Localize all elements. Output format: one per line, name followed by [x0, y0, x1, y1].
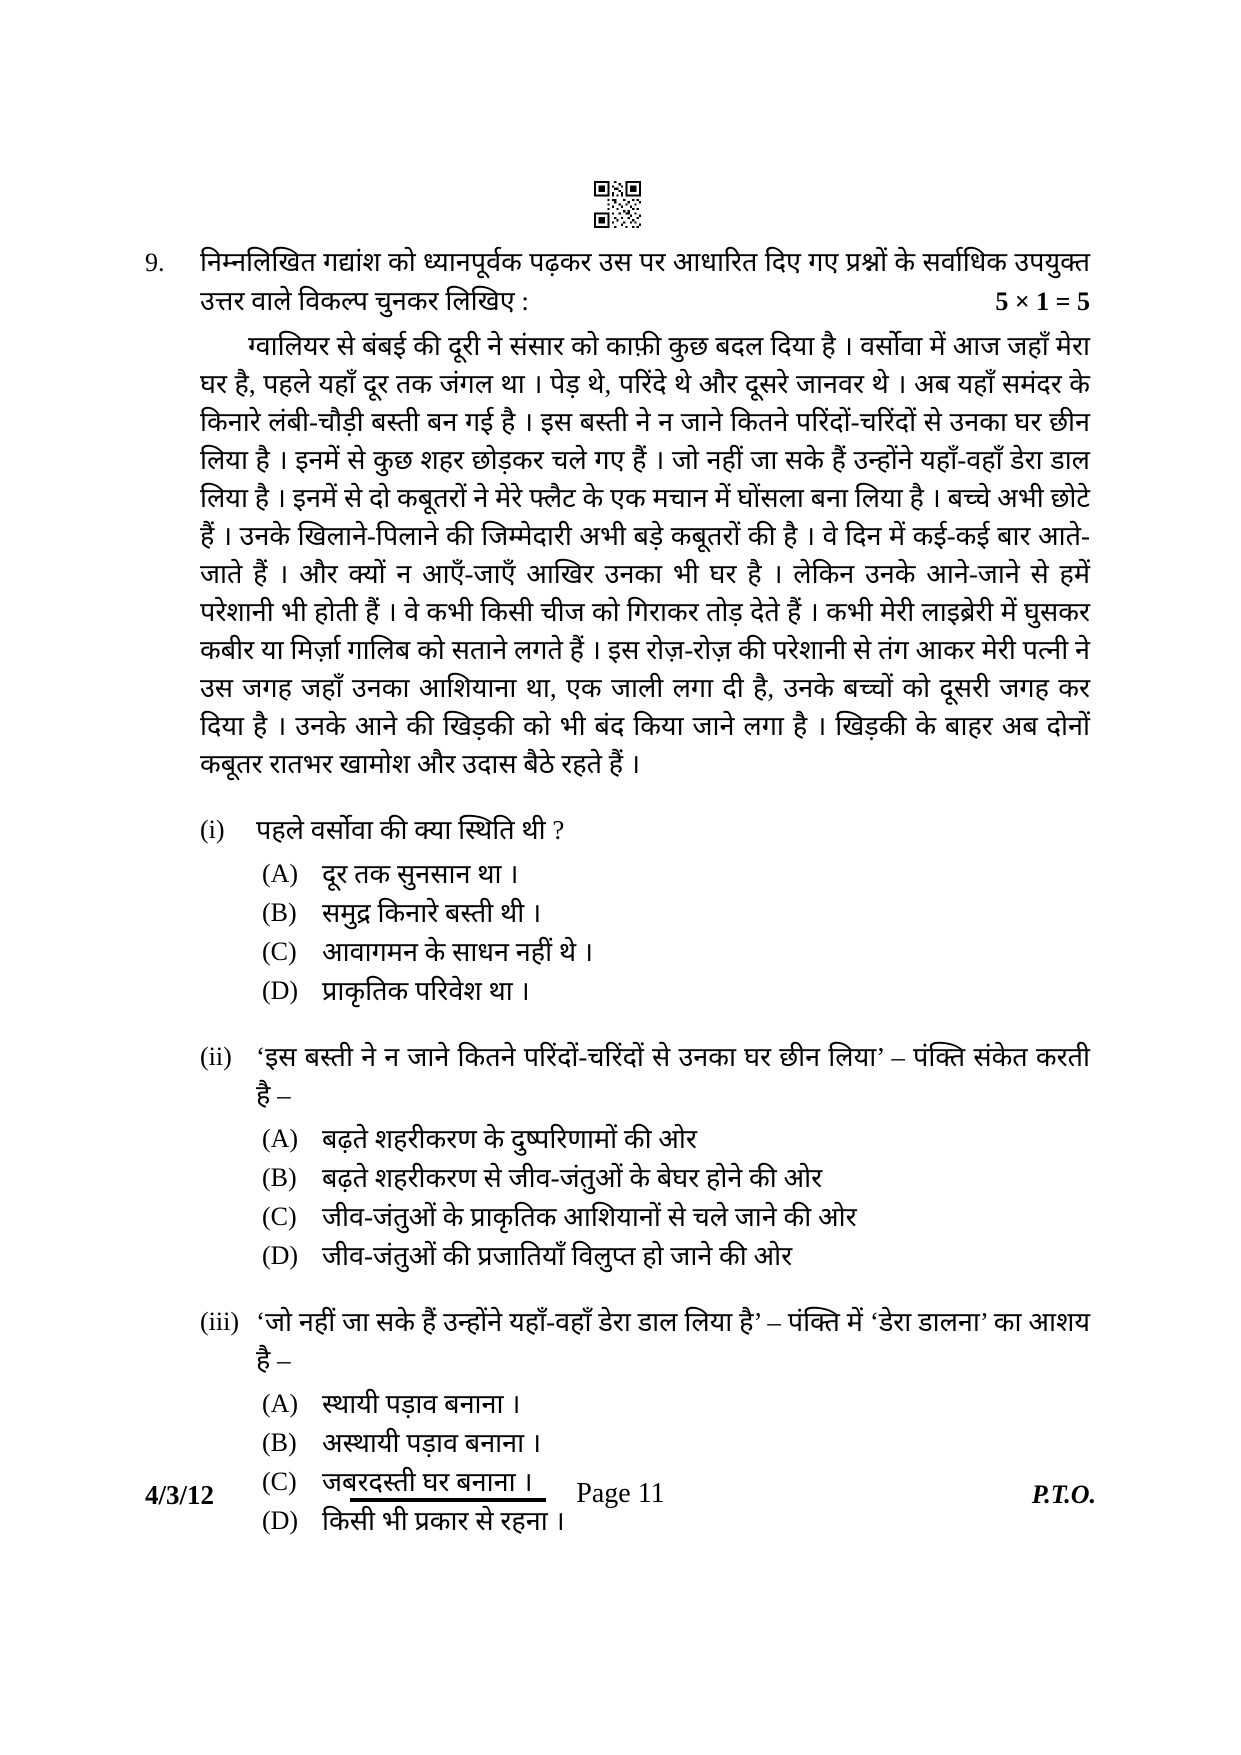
option-row — [262, 855, 1090, 893]
passage-text: ग्वालियर से बंबई की दूरी ने संसार को काफ़ी कुछ बदल दिया है । वर्सोवा में आज जहाँ मेरा घर है, पहले यहाँ दूर तक जंगल था । पेड़ थे, परिंदे थे और दूसरे जानवर थे । अब यहाँ समंदर के किनारे लंबी-चौड़ी बस्ती बन गई है । इस बस्ती ने न जाने कितने परिंदों-चरिंदों से उनका घर छीन लिया है । इनमें से कुछ शहर छोड़कर चले गए हैं । जो नहीं जा सके हैं उन्होंने यहाँ-वहाँ डेरा डाल लिया है । इनमें से दो कबूतरों ने मेरे फ्लैट के एक मचान में घोंसला बना लिया है । बच्चे अभी छोटे हैं । उनके खिलाने-पिलाने की जिम्मेदारी अभी बड़े कबूतरों की है । वे दिन में कई-कई बार आते-जाते हैं । और क्यों न आएँ-जाएँ आखिर उनका भी घर है । लेकिन उनके आने-जाने से हमें परेशानी भी होती हैं । वे कभी किसी चीज को गिराकर तोड़ देते हैं । कभी मेरी लाइब्रेरी में घुसकर कबीर या मिर्ज़ा गालिब को सताने लगते हैं । इस रोज़-रोज़ की परेशानी से तंग आकर मेरी पत्नी ने उस जगह जहाँ उनका आशियाना था, एक जाली लगा दी है, उनके बच्चों को दूसरी जगह कर दिया है । उनके आने की खिड़की को भी बंद किया जाने लगा है । खिड़की के बाहर अब दोनों कबूतर रातभर खामोश और उदास बैठे रहते हैं । — [200, 331, 1090, 779]
question-9-block — [145, 243, 1090, 1540]
option-row — [262, 1120, 1090, 1158]
option-text: जबरदस्ती घर बनाना । — [322, 1467, 533, 1497]
option-label: (D) — [262, 1506, 299, 1535]
option-text: किसी भी प्रकार से रहना । — [322, 1506, 565, 1536]
sub-question-number: (i) — [200, 815, 225, 844]
option-text: जीव-जंतुओं की प्रजातियाँ विलुप्त हो जाने की ओर — [322, 1241, 793, 1271]
sub-question-ii — [200, 1038, 1090, 1275]
option-row — [262, 933, 1090, 971]
option-text: अस्थायी पड़ाव बनाना । — [322, 1428, 542, 1458]
marks-value: 5 × 1 = 5 — [985, 284, 1090, 320]
sub-question-i — [200, 811, 1090, 1010]
option-text: स्थायी पड़ाव बनाना । — [322, 1389, 521, 1419]
option-text: आवागमन के साधन नहीं थे । — [322, 937, 594, 967]
option-row — [262, 1424, 1090, 1462]
option-text: बढ़ते शहरीकरण के दुष्परिणामों की ओर — [322, 1124, 697, 1154]
option-label: (B) — [262, 898, 297, 927]
option-label: (D) — [262, 1241, 299, 1270]
option-text: प्राकृतिक परिवेश था । — [322, 976, 530, 1006]
option-row — [262, 1159, 1090, 1197]
question-number: 9. — [145, 248, 165, 277]
sub-question-text: पहले वर्सोवा की क्या स्थिति थी ? — [256, 815, 565, 845]
option-row — [262, 894, 1090, 932]
option-label: (B) — [262, 1163, 297, 1192]
option-label: (A) — [262, 859, 299, 888]
pto-label: P.T.O. — [1031, 1480, 1096, 1509]
option-row — [262, 1385, 1090, 1423]
option-row — [262, 1198, 1090, 1236]
page-number: Page 11 — [576, 1478, 665, 1509]
option-label: (A) — [262, 1124, 299, 1153]
question-instruction: निम्नलिखित गद्यांश को ध्यानपूर्वक पढ़कर उस पर आधारित दिए गए प्रश्नों के सर्वाधिक उपयुक्त उत्तर वाले विकल्प चुनकर लिखिए : — [200, 247, 1090, 316]
option-text: जीव-जंतुओं के प्राकृतिक आशियानों से चले जाने की ओर — [322, 1202, 857, 1232]
option-text: बढ़ते शहरीकरण से जीव-जंतुओं के बेघर होने की ओर — [322, 1163, 823, 1193]
qr-code — [594, 181, 641, 228]
option-text: दूर तक सुनसान था । — [322, 859, 519, 889]
option-label: (C) — [262, 937, 297, 966]
option-label: (C) — [262, 1202, 297, 1231]
sub-question-text: ‘जो नहीं जा सके हैं उन्होंने यहाँ-वहाँ डेरा डाल लिया है’ – पंक्ति में ‘डेरा डालना’ का आशय है – — [256, 1307, 1090, 1375]
option-label: (B) — [262, 1428, 297, 1457]
paper-code: 4/3/12 — [145, 1480, 215, 1510]
option-label: (A) — [262, 1389, 299, 1418]
option-row — [262, 1237, 1090, 1275]
sub-question-number: (iii) — [200, 1307, 239, 1336]
option-label: (D) — [262, 976, 299, 1005]
sub-question-text: ‘इस बस्ती ने न जाने कितने परिंदों-चरिंदों से उनका घर छीन लिया’ – पंक्ति संकेत करती है – — [256, 1042, 1090, 1110]
option-label: (C) — [262, 1467, 297, 1496]
option-text: समुद्र किनारे बस्ती थी । — [322, 898, 542, 928]
option-row — [262, 972, 1090, 1010]
sub-question-number: (ii) — [200, 1042, 232, 1071]
